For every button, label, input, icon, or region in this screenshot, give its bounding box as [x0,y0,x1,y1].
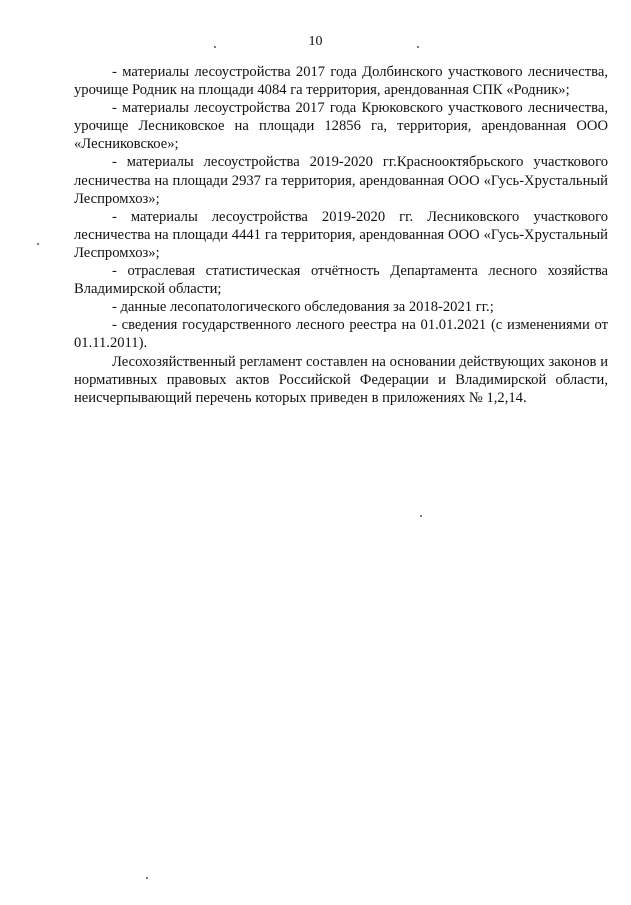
scan-speck [214,46,216,48]
list-item-lesnikovskoe: - материалы лесоустройства 2019-2020 гг. Лесниковского участкового лесничества на площади 4441 га территория, арендованная ООО «Гусь-Хрустальный Леспромхоз»; [74,208,608,261]
list-item-krasnooktyabrskoe: - материалы лесоустройства 2019-2020 гг.Краснооктябрьского участкового лесничества на площади 2937 га территория, арендованная ООО «Гусь-Хрустальный Леспромхоз»; [74,154,608,207]
list-item-dolbinskoe: - материалы лесоустройства 2017 года Долбинского участкового лесничества, урочище Родник на площади 4084 га территория, арендованная СПК «Родник»; [74,64,608,99]
scan-speck [420,515,422,517]
closing-paragraph: Лесохозяйственный регламент составлен на основании действующих законов и нормативных правовых актов Российской Федерации и Владимирской области, неисчерпывающий перечень которых приведен в приложениях № 1,2,14. [74,353,608,406]
page-number: 10 [308,34,323,49]
scan-speck [146,877,148,879]
scan-speck [417,46,419,48]
scan-speck [37,243,39,245]
list-item-forest-registry: - сведения государственного лесного реестра на 01.01.2021 (с изменениями от 01.11.2011). [74,317,608,352]
list-item-statistics: - отраслевая статистическая отчётность Департамента лесного хозяйства Владимирской области; [74,263,608,298]
list-item-forest-pathology: - данные лесопатологического обследования за 2018-2021 гг.; [112,299,494,316]
document-body [74,63,608,407]
list-item-kryukovskoe: - материалы лесоустройства 2017 года Крюковского участкового лесничества, урочище Лесниковское на площади 12856 га, территория, арендованная ООО «Лесниковское»; [74,100,608,153]
